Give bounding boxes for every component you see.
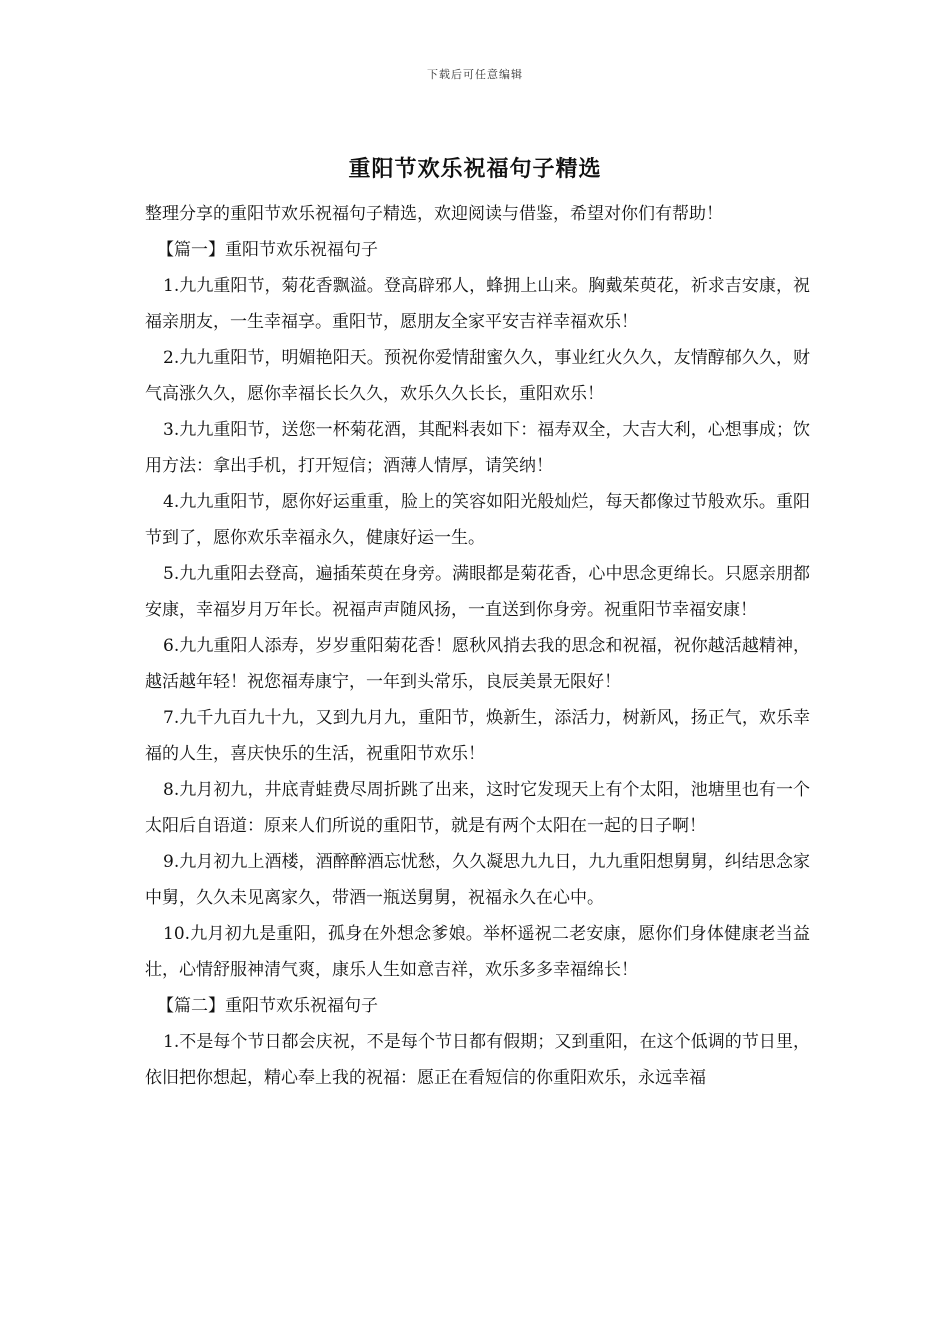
- document-body: [145, 196, 810, 1096]
- list-item: 10.九月初九是重阳，孤身在外想念爹娘。举杯遥祝二老安康，愿你们身体健康老当益壮，心情舒服神清气爽，康乐人生如意吉祥，欢乐多多幸福绵长！: [145, 924, 810, 980]
- list-item: 1.不是每个节日都会庆祝，不是每个节日都有假期；又到重阳，在这个低调的节日里，依旧把你想起，精心奉上我的祝福：愿正在看短信的你重阳欢乐，永远幸福: [145, 1032, 810, 1088]
- section-heading-2: 【篇二】重阳节欢乐祝福句子: [157, 996, 378, 1016]
- document-title: 重阳节欢乐祝福句子精选: [348, 156, 602, 182]
- list-item: 4.九九重阳节，愿你好运重重，脸上的笑容如阳光般灿烂，每天都像过节般欢乐。重阳节到了，愿你欢乐幸福永久，健康好运一生。: [145, 492, 810, 548]
- list-item: 7.九千九百九十九，又到九月九，重阳节，焕新生，添活力，树新风，扬正气，欢乐幸福的人生，喜庆快乐的生活，祝重阳节欢乐！: [145, 708, 810, 764]
- list-item: 8.九月初九，井底青蛙费尽周折跳了出来，这时它发现天上有个太阳，池塘里也有一个太阳后自语道：原来人们所说的重阳节，就是有两个太阳在一起的日子啊！: [145, 780, 810, 836]
- list-item: 3.九九重阳节，送您一杯菊花酒，其配料表如下：福寿双全，大吉大利，心想事成；饮用方法：拿出手机，打开短信；酒薄人情厚，请笑纳！: [145, 420, 810, 476]
- section-heading-1: 【篇一】重阳节欢乐祝福句子: [157, 240, 378, 260]
- list-item: 5.九九重阳去登高，遍插茱萸在身旁。满眼都是菊花香，心中思念更绵长。只愿亲朋都安康，幸福岁月万年长。祝福声声随风扬，一直送到你身旁。祝重阳节幸福安康！: [145, 564, 810, 620]
- intro-paragraph: 整理分享的重阳节欢乐祝福句子精选，欢迎阅读与借鉴，希望对你们有帮助！: [145, 204, 723, 224]
- list-item: 1.九九重阳节，菊花香飘溢。登高辟邪人，蜂拥上山来。胸戴茱萸花，祈求吉安康，祝福亲朋友，一生幸福享。重阳节，愿朋友全家平安吉祥幸福欢乐！: [145, 276, 810, 332]
- list-item: 6.九九重阳人添寿，岁岁重阳菊花香！愿秋风捎去我的思念和祝福，祝你越活越精神，越活越年轻！祝您福寿康宁，一年到头常乐，良辰美景无限好！: [145, 636, 810, 692]
- page-header-note: 下载后可任意编辑: [427, 68, 523, 81]
- list-item: 2.九九重阳节，明媚艳阳天。预祝你爱情甜蜜久久，事业红火久久，友情醇郁久久，财气高涨久久，愿你幸福长长久久，欢乐久久长长，重阳欢乐！: [145, 348, 810, 404]
- list-item: 9.九月初九上酒楼，酒醉醉酒忘忧愁，久久凝思九九日，九九重阳想舅舅，纠结思念家中舅，久久未见离家久，带酒一瓶送舅舅，祝福永久在心中。: [145, 852, 810, 908]
